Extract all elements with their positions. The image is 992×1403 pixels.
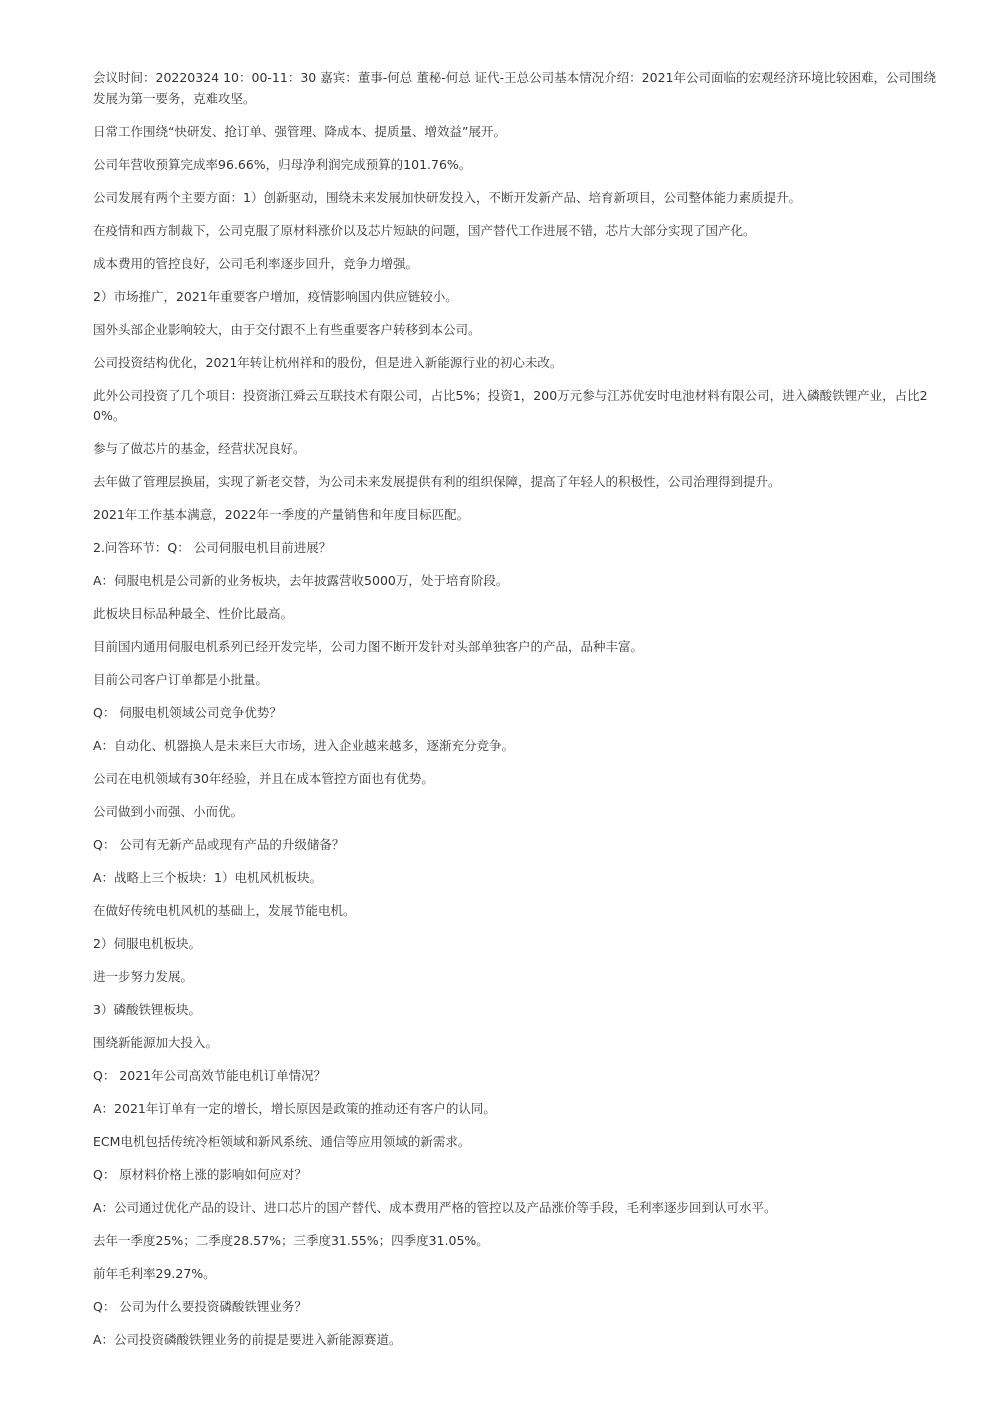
paragraph: 在做好传统电机风机的基础上，发展节能电机。	[93, 903, 356, 918]
document-page	[93, 68, 943, 1363]
question-paragraph: Q： 公司为什么要投资磷酸铁锂业务？	[93, 1299, 307, 1314]
paragraph: 前年毛利率29.27%。	[93, 1266, 216, 1281]
paragraph: 国外头部企业影响较大，由于交付跟不上有些重要客户转移到本公司。	[93, 321, 481, 337]
paragraph: 2021年工作基本满意，2022年一季度的产量销售和年度目标匹配。	[93, 507, 470, 522]
question-paragraph: Q： 2021年公司高效节能电机订单情况？	[93, 1068, 327, 1083]
question-paragraph: Q： 伺服电机领域公司竞争优势？	[93, 705, 282, 720]
paragraph: 目前国内通用伺服电机系列已经开发完毕，公司力图不断开发针对头部单独客户的产品，品种丰富。	[93, 639, 644, 654]
paragraph: 2）伺服电机板块。	[93, 936, 201, 951]
paragraph: 3）磷酸铁锂板块。	[93, 1002, 201, 1017]
answer-paragraph: A：公司通过优化产品的设计、进口芯片的国产替代、成本费用严格的管控以及产品涨价等手段，毛利率逐步回到认可水平。	[93, 1200, 777, 1215]
paragraph-meeting-info: 会议时间：20220324 10：00-11：30 嘉宾：董事-何总 董秘-何总 证代-王总公司基本情况介绍：2021年公司面临的宏观经济环境比较困难，公司围绕发展为第一要务，克难攻坚。	[93, 70, 936, 106]
paragraph: 公司做到小而强、小而优。	[93, 804, 244, 819]
paragraph: 目前公司客户订单都是小批量。	[93, 672, 269, 687]
paragraph: 进一步努力发展。	[93, 969, 194, 984]
paragraph: 公司发展有两个主要方面：1）创新驱动，围绕未来发展加快研发投入，不断开发新产品、培育新项目，公司整体能力素质提升。	[93, 189, 801, 205]
paragraph: 成本费用的管控良好，公司毛利率逐步回升，竞争力增强。	[93, 255, 419, 271]
question-paragraph: 2.问答环节：Q： 公司伺服电机目前进展？	[93, 540, 332, 555]
answer-paragraph: A：战略上三个板块：1）电机风机板块。	[93, 870, 323, 885]
paragraph: 围绕新能源加大投入。	[93, 1035, 219, 1050]
paragraph: 去年一季度25%；二季度28.57%；三季度31.55%；四季度31.05%。	[93, 1233, 489, 1248]
question-paragraph: Q： 原材料价格上涨的影响如何应对？	[93, 1167, 307, 1182]
paragraph: 参与了做芯片的基金，经营状况良好。	[93, 441, 306, 456]
paragraph: 2）市场推广，2021年重要客户增加，疫情影响国内供应链较小。	[93, 288, 458, 304]
paragraph: 此外公司投资了几个项目：投资浙江舜云互联技术有限公司，占比5%；投资1，200万元参与江苏优安时电池材料有限公司，进入磷酸铁锂产业，占比20%。	[93, 387, 928, 423]
question-paragraph: Q： 公司有无新产品或现有产品的升级储备？	[93, 837, 345, 852]
paragraph: ECM电机包括传统冷柜领域和新风系统、通信等应用领域的新需求。	[93, 1134, 471, 1149]
paragraph: 在疫情和西方制裁下，公司克服了原材料涨价以及芯片短缺的问题，国产替代工作进展不错，芯片大部分实现了国产化。	[93, 222, 756, 238]
answer-paragraph: A：2021年订单有一定的增长，增长原因是政策的推动还有客户的认同。	[93, 1101, 496, 1116]
paragraph: 公司年营收预算完成率96.66%，归母净利润完成预算的101.76%。	[93, 156, 472, 172]
paragraph: 此板块目标品种最全、性价比最高。	[93, 606, 294, 621]
answer-paragraph: A：自动化、机器换人是未来巨大市场，进入企业越来越多，逐渐充分竞争。	[93, 738, 515, 753]
answer-paragraph: A：伺服电机是公司新的业务板块，去年披露营收5000万，处于培育阶段。	[93, 573, 509, 588]
paragraph: 日常工作围绕“快研发、抢订单、强管理、降成本、提质量、增效益”展开。	[93, 123, 506, 139]
answer-paragraph: A：公司投资磷酸铁锂业务的前提是要进入新能源赛道。	[93, 1332, 402, 1347]
paragraph: 去年做了管理层换届，实现了新老交替，为公司未来发展提供有利的组织保障，提高了年轻人的积极性，公司治理得到提升。	[93, 474, 781, 489]
paragraph: 公司在电机领域有30年经验，并且在成本管控方面也有优势。	[93, 771, 434, 786]
paragraph: 公司投资结构优化，2021年转让杭州祥和的股份，但是进入新能源行业的初心未改。	[93, 354, 563, 370]
